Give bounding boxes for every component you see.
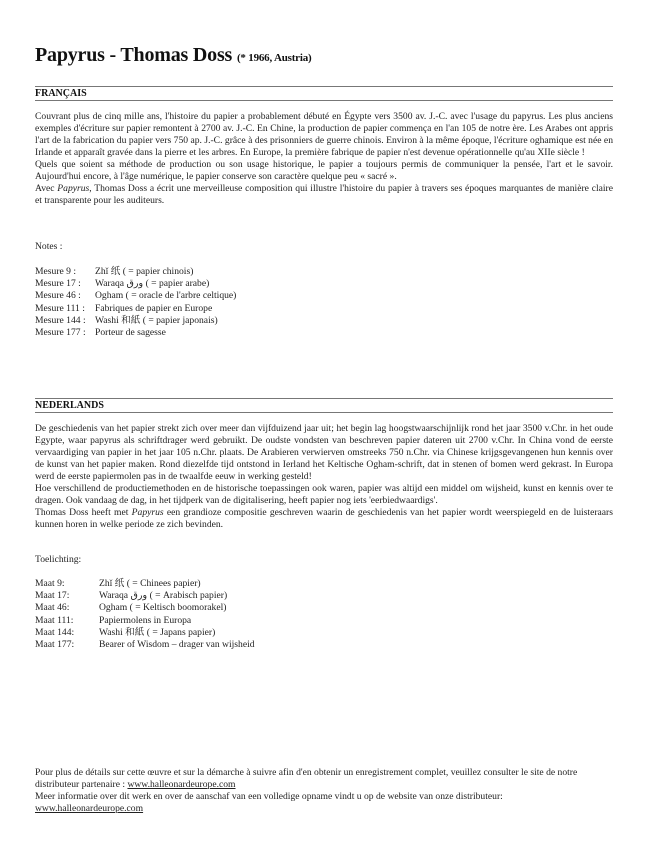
section-heading-fr: FRANÇAIS <box>35 86 613 101</box>
distributor-link-nl[interactable]: www.halleonardeurope.com <box>35 803 144 814</box>
list-item: Mesure 46 : Ogham ( = oracle de l'arbre celtique) <box>35 290 237 302</box>
title-sub: (* 1966, Austria) <box>236 52 312 64</box>
list-item: Mesure 111 : Fabriques de papier en Europe <box>35 302 213 314</box>
list-item: Mesure 144 : Washi 和紙 ( = papier japonais) <box>35 314 218 326</box>
list-item: Maat 9: Zhǐ 纸 ( = Chinees papier) <box>35 578 201 589</box>
distributor-link-fr[interactable]: www.halleonardeurope.com <box>127 779 236 790</box>
nl-paragraph-1: De geschiedenis van het papier strekt zich over meer dan vijfduizend jaar uit; het begin lag hoogstwaarschijnlijk rond het jaar 3500 v.Chr. in het oude Egypte, waar papyrus als schriftdrager werd gebruikt. De oudste vondsten van beschreven papier dateren uit 2700 v.Chr. In China vond de eerste vervaardiging van papier in het jaar 105 n.Chr. plaats. De Arabieren verwierven omstreeks 750 n.Chr. via Chinese krijgsgevangenen hun kennis over de kunst van het papier maken. Rond diezelfde tijd ontstond in Ierland het Keltische Ogham-schrift, dat in stenen of bomen werd gekrast. In Europa werd de eerste papiermolen pas in de twaalfde eeuw in werking gesteld! <box>35 423 613 482</box>
list-item: Mesure 17 : Waraqa ورق ( = papier arabe) <box>35 278 210 290</box>
nl-paragraph-2: Hoe verschillend de productiemethoden en de historische toepassingen ook waren, papier was altijd een middel om wijsheid, kunst en kennis over te dragen. Ook vandaag de dag, in het tijdperk van de digitalisering, heeft papier nog iets 'eerbiedwaardigs'. <box>35 483 613 506</box>
list-item: Maat 177: Bearer of Wisdom – drager van wijsheid <box>35 639 255 651</box>
page-title <box>35 44 613 67</box>
nl-notes-label: Toelichting: <box>35 554 82 565</box>
section-nl <box>35 423 613 531</box>
list-item: Maat 111: Papiermolens in Europa <box>35 614 192 626</box>
section-fr <box>35 111 613 207</box>
title-main: Papyrus - Thomas Doss <box>35 44 233 66</box>
fr-paragraph-3: Avec Papyrus, Thomas Doss a écrit une merveilleuse composition qui illustre l'histoire du papier à travers ses époques marquantes de manière claire et transparente pour les auditeurs. <box>35 183 613 206</box>
fr-notes-label: Notes : <box>35 241 63 252</box>
list-item: Mesure 177 : Porteur de sagesse <box>35 327 166 339</box>
fr-notes-list <box>35 266 613 339</box>
nl-paragraph-3: Thomas Doss heeft met Papyrus een grandioze compositie geschreven waarin de geschiedenis van het papier wordt weerspiegeld en de luisteraars kunnen horen in welke periode ze zich bevinden. <box>35 507 613 530</box>
footer-nl-text: Meer informatie over dit werk en over de aanschaf van een volledige opname vindt u op de website van onze distributeur: <box>35 791 503 802</box>
fr-paragraph-1: Couvrant plus de cinq mille ans, l'histoire du papier a probablement débuté en Égypte vers 3500 av. J.-C. avec l'usage du papyrus. Les plus anciens exemples d'écriture sur papier remontent à 2700 av. J.-C. En Chine, la production de papier commença en l'an 105 de notre ère. Les Arabes ont appris l'art de la fabrication du papier vers 750 ap. J.-C. grâce à des prisonniers de guerre chinois. Environ à la même époque, l'écriture oghamique est née en Irlande et apparaît gravée dans la pierre et les arbres. En Europe, la première fabrique de papier n'est devenue opérationnelle qu'au XIIe siècle ! <box>35 111 613 158</box>
list-item: Mesure 9 : Zhǐ 纸 ( = papier chinois) <box>35 266 194 277</box>
list-item: Maat 144: Washi 和紙 ( = Japans papier) <box>35 626 216 638</box>
footer-fr-text: Pour plus de détails sur cette œuvre et sur la démarche à suivre afin d'en obtenir un enregistrement complet, veuillez consulter le site de notre distributeur partenaire : <box>35 767 578 790</box>
nl-notes-list <box>35 578 613 651</box>
list-item: Maat 46: Ogham ( = Keltisch boomorakel) <box>35 602 227 614</box>
section-heading-nl: NEDERLANDS <box>35 398 613 413</box>
footer <box>35 767 613 815</box>
fr-paragraph-2: Quels que soient sa méthode de production ou son usage historique, le papier a toujours permis de communiquer la pensée, l'art et le savoir. Aujourd'hui encore, à l'âge numérique, le papier conserve son caractère quelque peu « sacré ». <box>35 159 613 182</box>
list-item: Maat 17: Waraqa ورق ( = Arabisch papier) <box>35 590 228 602</box>
